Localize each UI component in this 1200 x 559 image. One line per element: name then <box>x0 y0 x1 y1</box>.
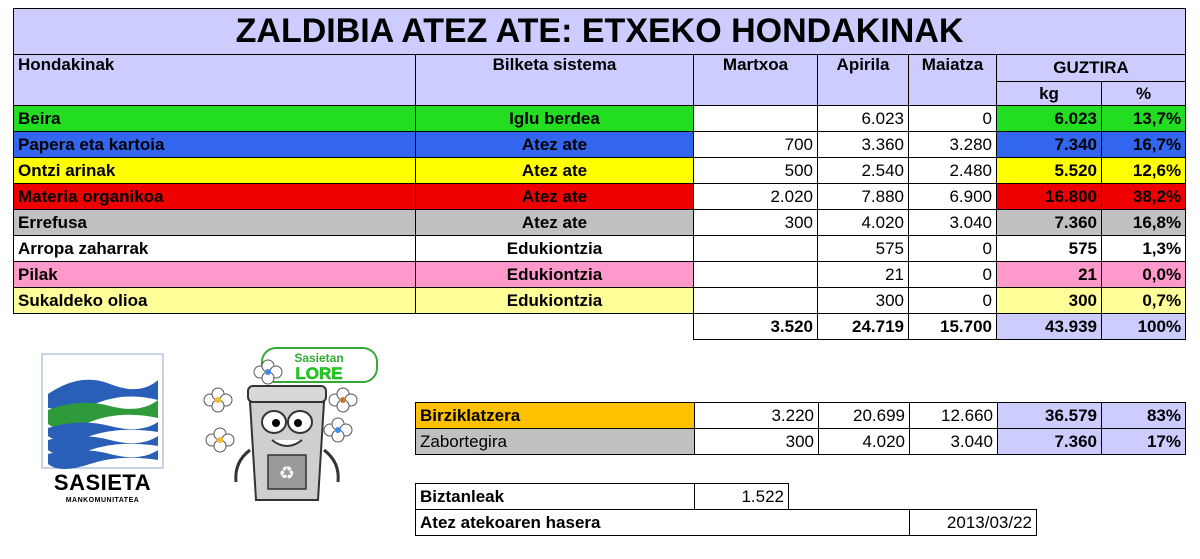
summary-maiatza: 12.660 <box>910 403 998 429</box>
value-martxoa: 500 <box>694 158 818 184</box>
header-pct: % <box>1102 82 1186 106</box>
header-apirila: Apirila <box>818 55 909 106</box>
value-kg: 7.360 <box>997 210 1102 236</box>
value-pct: 0,7% <box>1102 288 1186 314</box>
value-maiatza: 3.040 <box>909 210 997 236</box>
value-maiatza: 6.900 <box>909 184 997 210</box>
value-martxoa: 700 <box>694 132 818 158</box>
table-row <box>14 288 1186 314</box>
waste-name: Sukaldeko olioa <box>14 288 416 314</box>
table-row <box>14 184 1186 210</box>
waste-system: Iglu berdea <box>416 106 694 132</box>
waste-name: Arropa zaharrak <box>14 236 416 262</box>
summary-martxoa: 3.220 <box>695 403 819 429</box>
value-kg: 5.520 <box>997 158 1102 184</box>
waste-system: Edukiontzia <box>416 288 694 314</box>
waste-system: Atez ate <box>416 132 694 158</box>
waste-name: Papera eta kartoia <box>14 132 416 158</box>
value-apirila: 7.880 <box>818 184 909 210</box>
page-title: ZALDIBIA ATEZ ATE: ETXEKO HONDAKINAK <box>14 9 1186 55</box>
value-martxoa <box>694 236 818 262</box>
value-pct: 1,3% <box>1102 236 1186 262</box>
hasera-value: 2013/03/22 <box>910 510 1037 536</box>
waste-system: Edukiontzia <box>416 262 694 288</box>
waste-system: Edukiontzia <box>416 236 694 262</box>
header-hondakinak: Hondakinak <box>14 55 416 106</box>
value-pct: 16,8% <box>1102 210 1186 236</box>
header-row <box>14 55 1186 82</box>
svg-text:♻: ♻ <box>278 463 296 484</box>
biztanleak-value: 1.522 <box>695 484 789 510</box>
value-pct: 0,0% <box>1102 262 1186 288</box>
value-apirila: 575 <box>818 236 909 262</box>
summary-apirila: 20.699 <box>819 403 910 429</box>
value-kg: 16.800 <box>997 184 1102 210</box>
hasera-label: Atez atekoaren hasera <box>416 510 910 536</box>
value-pct: 16,7% <box>1102 132 1186 158</box>
summary-kg: 36.579 <box>998 403 1102 429</box>
value-martxoa <box>694 106 818 132</box>
total-kg: 43.939 <box>997 314 1102 340</box>
waste-system: Atez ate <box>416 184 694 210</box>
value-maiatza: 3.280 <box>909 132 997 158</box>
sasieta-emblem-icon <box>40 352 165 470</box>
value-martxoa <box>694 262 818 288</box>
info-table <box>415 483 1037 536</box>
biztanleak-label: Biztanleak <box>416 484 695 510</box>
waste-name: Ontzi arinak <box>14 158 416 184</box>
value-apirila: 2.540 <box>818 158 909 184</box>
waste-name: Errefusa <box>14 210 416 236</box>
header-bilketa: Bilketa sistema <box>416 55 694 106</box>
table-row <box>14 132 1186 158</box>
table-row <box>14 158 1186 184</box>
value-kg: 300 <box>997 288 1102 314</box>
header-martxoa: Martxoa <box>694 55 818 106</box>
value-pct: 12,6% <box>1102 158 1186 184</box>
summary-kg: 7.360 <box>998 429 1102 455</box>
table-row <box>14 262 1186 288</box>
summary-name: Birziklatzera <box>416 403 695 429</box>
value-martxoa: 2.020 <box>694 184 818 210</box>
value-pct: 38,2% <box>1102 184 1186 210</box>
value-apirila: 6.023 <box>818 106 909 132</box>
sasietan-lore-logo <box>190 340 385 515</box>
sasieta-name: SASIETA <box>53 470 152 495</box>
header-kg: kg <box>997 82 1102 106</box>
value-kg: 7.340 <box>997 132 1102 158</box>
totals-row <box>14 314 1186 340</box>
waste-name: Pilak <box>14 262 416 288</box>
summary-row <box>416 429 1186 455</box>
value-apirila: 3.360 <box>818 132 909 158</box>
value-maiatza: 2.480 <box>909 158 997 184</box>
total-maiatza: 15.700 <box>909 314 997 340</box>
summary-name: Zabortegira <box>416 429 695 455</box>
value-pct: 13,7% <box>1102 106 1186 132</box>
table-row <box>14 106 1186 132</box>
value-kg: 6.023 <box>997 106 1102 132</box>
waste-name: Beira <box>14 106 416 132</box>
waste-name: Materia organikoa <box>14 184 416 210</box>
value-maiatza: 0 <box>909 262 997 288</box>
value-apirila: 300 <box>818 288 909 314</box>
title-row <box>14 9 1186 55</box>
waste-table <box>13 8 1186 340</box>
total-pct: 100% <box>1102 314 1186 340</box>
value-martxoa <box>694 288 818 314</box>
summary-martxoa: 300 <box>695 429 819 455</box>
value-kg: 575 <box>997 236 1102 262</box>
total-apirila: 24.719 <box>818 314 909 340</box>
header-guztira: GUZTIRA <box>997 55 1186 82</box>
value-apirila: 4.020 <box>818 210 909 236</box>
table-row <box>14 210 1186 236</box>
summary-table <box>415 402 1186 455</box>
total-martxoa: 3.520 <box>694 314 818 340</box>
info-row-hasera <box>416 510 1037 536</box>
waste-system: Atez ate <box>416 210 694 236</box>
sasieta-logo <box>40 352 165 512</box>
lore-bottom-text: LORE <box>295 364 343 383</box>
table-row <box>14 236 1186 262</box>
summary-apirila: 4.020 <box>819 429 910 455</box>
lore-top-text: Sasietan <box>294 351 344 365</box>
sasieta-subtitle: MANKOMUNITATEA <box>65 497 140 504</box>
value-maiatza: 0 <box>909 236 997 262</box>
header-maiatza: Maiatza <box>909 55 997 106</box>
info-row-biztanleak <box>416 484 1037 510</box>
value-maiatza: 0 <box>909 106 997 132</box>
summary-row <box>416 403 1186 429</box>
waste-system: Atez ate <box>416 158 694 184</box>
value-apirila: 21 <box>818 262 909 288</box>
value-martxoa: 300 <box>694 210 818 236</box>
summary-pct: 17% <box>1102 429 1186 455</box>
recycling-bin-mascot-icon <box>190 340 385 515</box>
value-maiatza: 0 <box>909 288 997 314</box>
summary-maiatza: 3.040 <box>910 429 998 455</box>
summary-pct: 83% <box>1102 403 1186 429</box>
value-kg: 21 <box>997 262 1102 288</box>
